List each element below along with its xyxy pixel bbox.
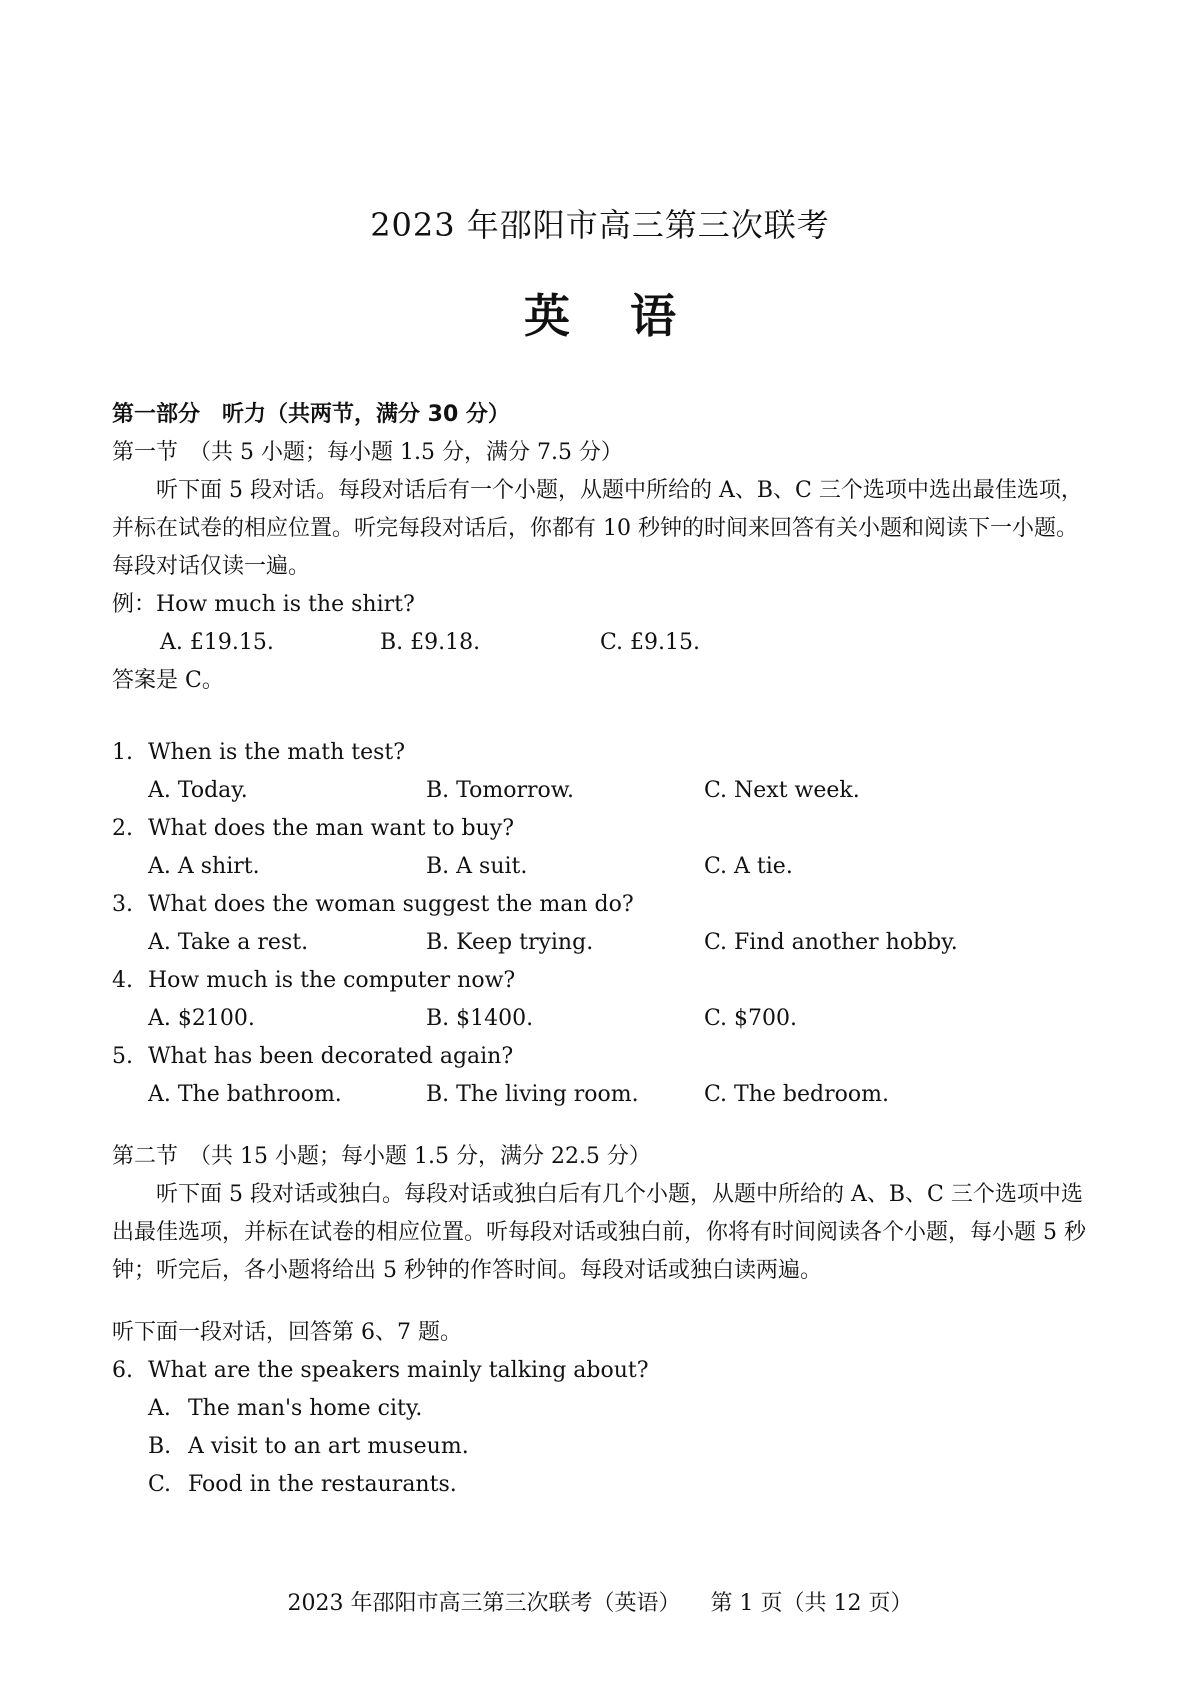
option-c: C. A tie. [704,854,793,879]
example-option-c: C. £9.15. [600,630,701,655]
question-number: 4. [112,968,133,993]
example-option-a: A. £19.15. [160,630,274,655]
option-c: C. Next week. [704,778,860,803]
subject-title-char-2: 语 [630,289,676,343]
page-footer [0,1586,1200,1617]
option-a: A. The bathroom. [148,1082,342,1107]
option-label: A. [148,1396,171,1421]
footer-page-number: 第 1 页（共 12 页） [710,1591,913,1616]
question-1 [112,734,1092,810]
option-a: A. $2100. [148,1006,255,1031]
option-b: B. Tomorrow. [426,778,574,803]
option-label: B. [148,1434,172,1459]
option-text: A visit to an art museum. [188,1434,469,1459]
question-number: 5. [112,1044,133,1069]
question-stem: How much is the computer now? [148,968,516,993]
option-c: C. The bedroom. [704,1082,889,1107]
section1-instructions: 听下面 5 段对话。每段对话后有一个小题，从题中所给的 A、B、C 三个选项中选出最佳选项，并标在试卷的相应位置。听完每段对话后，你都有 10 秒钟的时间来回答有关小题和阅读下一小题。每段对话仅读一遍。 [112,478,1083,579]
example-option-b: B. £9.18. [380,630,481,655]
question-3 [112,886,1092,962]
option-c: C. Find another hobby. [704,930,958,955]
footer-title: 2023 年邵阳市高三第三次联考（英语） [287,1591,681,1616]
option-text: The man's home city. [188,1396,423,1421]
question-number: 3. [112,892,133,917]
option-b: B. A suit. [426,854,528,879]
option-a: A. Take a rest. [148,930,309,955]
exam-body [112,396,1092,1504]
option-b: B. The living room. [426,1082,639,1107]
question-number: 1. [112,740,133,765]
question-6 [112,1352,1092,1504]
section1-heading: 第一节 （共 5 小题；每小题 1.5 分，满分 7.5 分） [112,440,623,465]
group-intro: 听下面一段对话，回答第 6、7 题。 [112,1320,462,1345]
option-b: B. $1400. [426,1006,534,1031]
section2-instructions: 听下面 5 段对话或独白。每段对话或独白后有几个小题，从题中所给的 A、B、C 三个选项中选出最佳选项，并标在试卷的相应位置。听每段对话或独白前，你将有时间阅读各个小题，每小题 5 秒钟；听完后，各小题将给出 5 秒钟的作答时间。每段对话或独白读两遍。 [112,1182,1086,1283]
question-stem: What does the woman suggest the man do? [148,892,634,917]
question-stem: What are the speakers mainly talking about? [148,1358,649,1383]
question-stem: What does the man want to buy? [148,816,515,841]
option-label: C. [148,1472,172,1497]
example-options [112,624,1092,662]
question-number: 6. [112,1358,133,1383]
option-text: Food in the restaurants. [188,1472,457,1497]
question-stem: What has been decorated again? [148,1044,514,1069]
example-answer: 答案是 C。 [112,668,224,693]
option-a [112,1390,1092,1428]
option-a: A. A shirt. [148,854,260,879]
question-stem: When is the math test? [148,740,406,765]
option-b [112,1428,1092,1466]
subject-title-char-1: 英 [524,289,570,343]
question-number: 2. [112,816,133,841]
exam-title: 2023 年邵阳市高三第三次联考 [370,206,830,244]
question-4 [112,962,1092,1038]
example-stem: 例：How much is the shirt? [112,592,415,617]
question-2 [112,810,1092,886]
option-a: A. Today. [148,778,248,803]
subject-title [0,280,1200,346]
option-c: C. $700. [704,1006,798,1031]
option-c [112,1466,1092,1504]
question-5 [112,1038,1092,1114]
option-b: B. Keep trying. [426,930,594,955]
part1-heading: 第一部分 听力（共两节，满分 30 分） [112,402,510,427]
section2-heading: 第二节 （共 15 小题；每小题 1.5 分，满分 22.5 分） [112,1144,651,1169]
